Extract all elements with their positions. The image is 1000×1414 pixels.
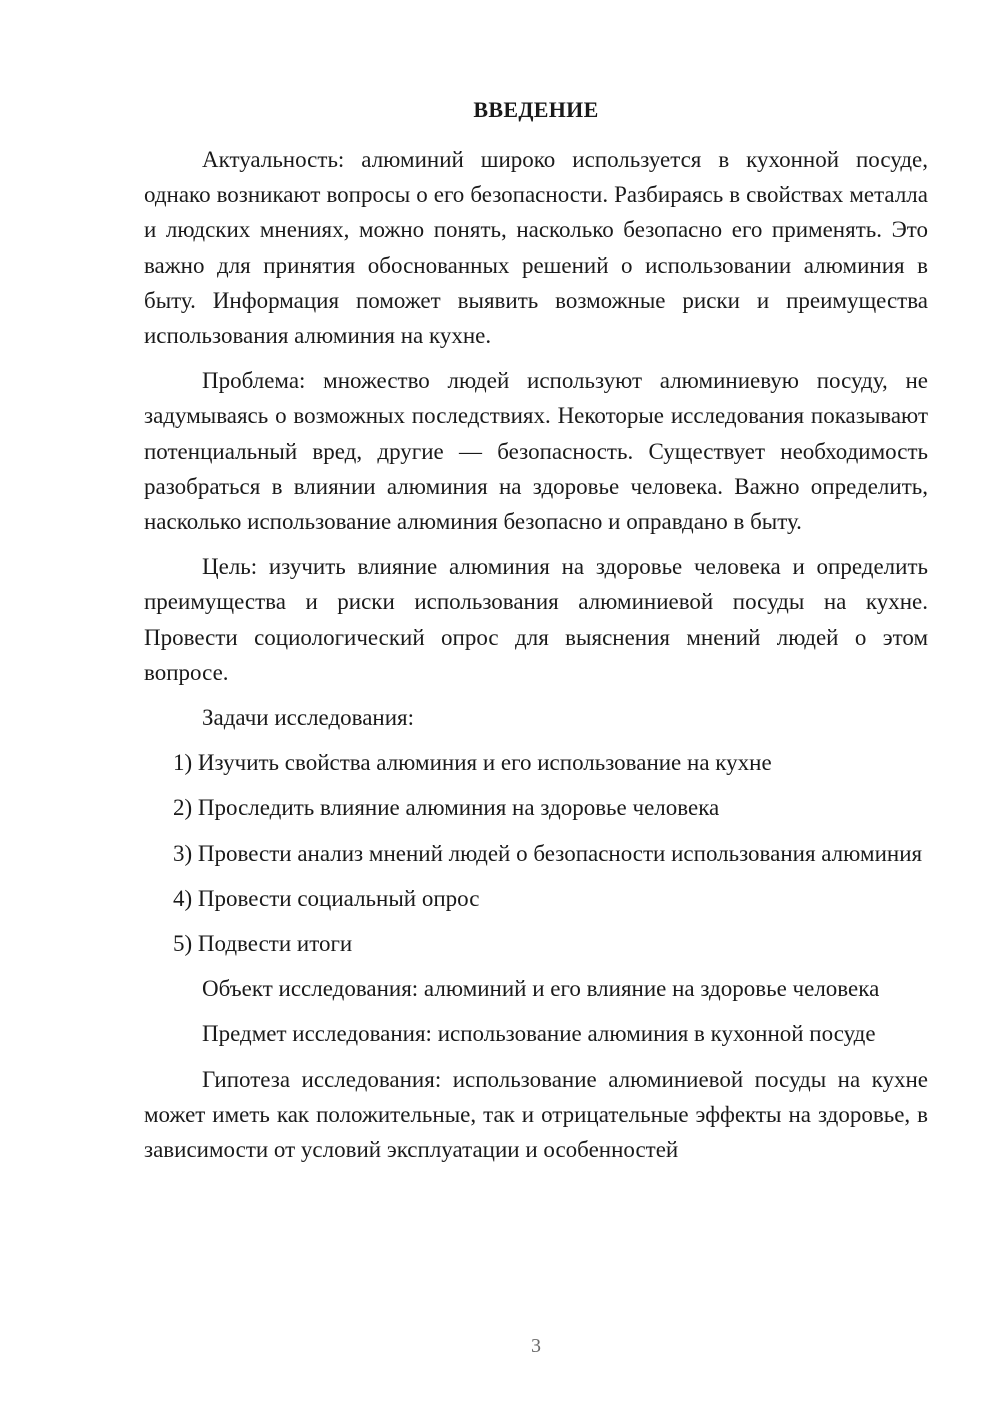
paragraph-object: Объект исследования: алюминий и его влияние на здоровье человека — [202, 976, 880, 1002]
task-item-4: 4) Провести социальный опрос — [173, 885, 480, 911]
task-item-3: 3) Провести анализ мнений людей о безопасности использования алюминия — [173, 840, 923, 866]
tasks-heading: Задачи исследования: — [202, 705, 415, 731]
task-item-1: 1) Изучить свойства алюминия и его использование на кухне — [173, 750, 772, 776]
document-body — [144, 142, 928, 1177]
page-title: ВВЕДЕНИЕ — [473, 97, 599, 122]
page-number: 3 — [531, 1335, 541, 1357]
paragraph-goal: Цель: изучить влияние алюминия на здоровье человека и определить преимущества и риски использования алюминиевой посуды на кухне. Провести социологический опрос для выяснения мнений людей о этом вопросе. — [144, 554, 928, 685]
paragraph-hypothesis: Гипотеза исследования: использование алюминиевой посуды на кухне может иметь как положительные, так и отрицательные эффекты на здоровье, в зависимости от условий эксплуатации и особенностей — [144, 1066, 928, 1163]
task-item-2: 2) Проследить влияние алюминия на здоровье человека — [173, 795, 720, 821]
paragraph-problem: Проблема: множество людей используют алюминиевую посуду, не задумываясь о возможных последствиях. Некоторые исследования показывают потенциальный вред, другие — безопасность. Существует необходимость разобраться в влиянии алюминия на здоровье человека. Важно определить, насколько использование алюминия безопасно и оправдано в быту. — [144, 368, 928, 535]
paragraph-subject: Предмет исследования: использование алюминия в кухонной посуде — [202, 1021, 876, 1047]
paragraph-relevance: Актуальность: алюминий широко используется в кухонной посуде, однако возникают вопросы о его безопасности. Разбираясь в свойствах металла и людских мнениях, можно понять, насколько безопасно его применять. Это важно для принятия обоснованных решений о использовании алюминия в быту. Информация поможет выявить возможные риски и преимущества использования алюминия на кухне. — [144, 147, 928, 349]
task-item-5: 5) Подвести итоги — [173, 931, 353, 957]
